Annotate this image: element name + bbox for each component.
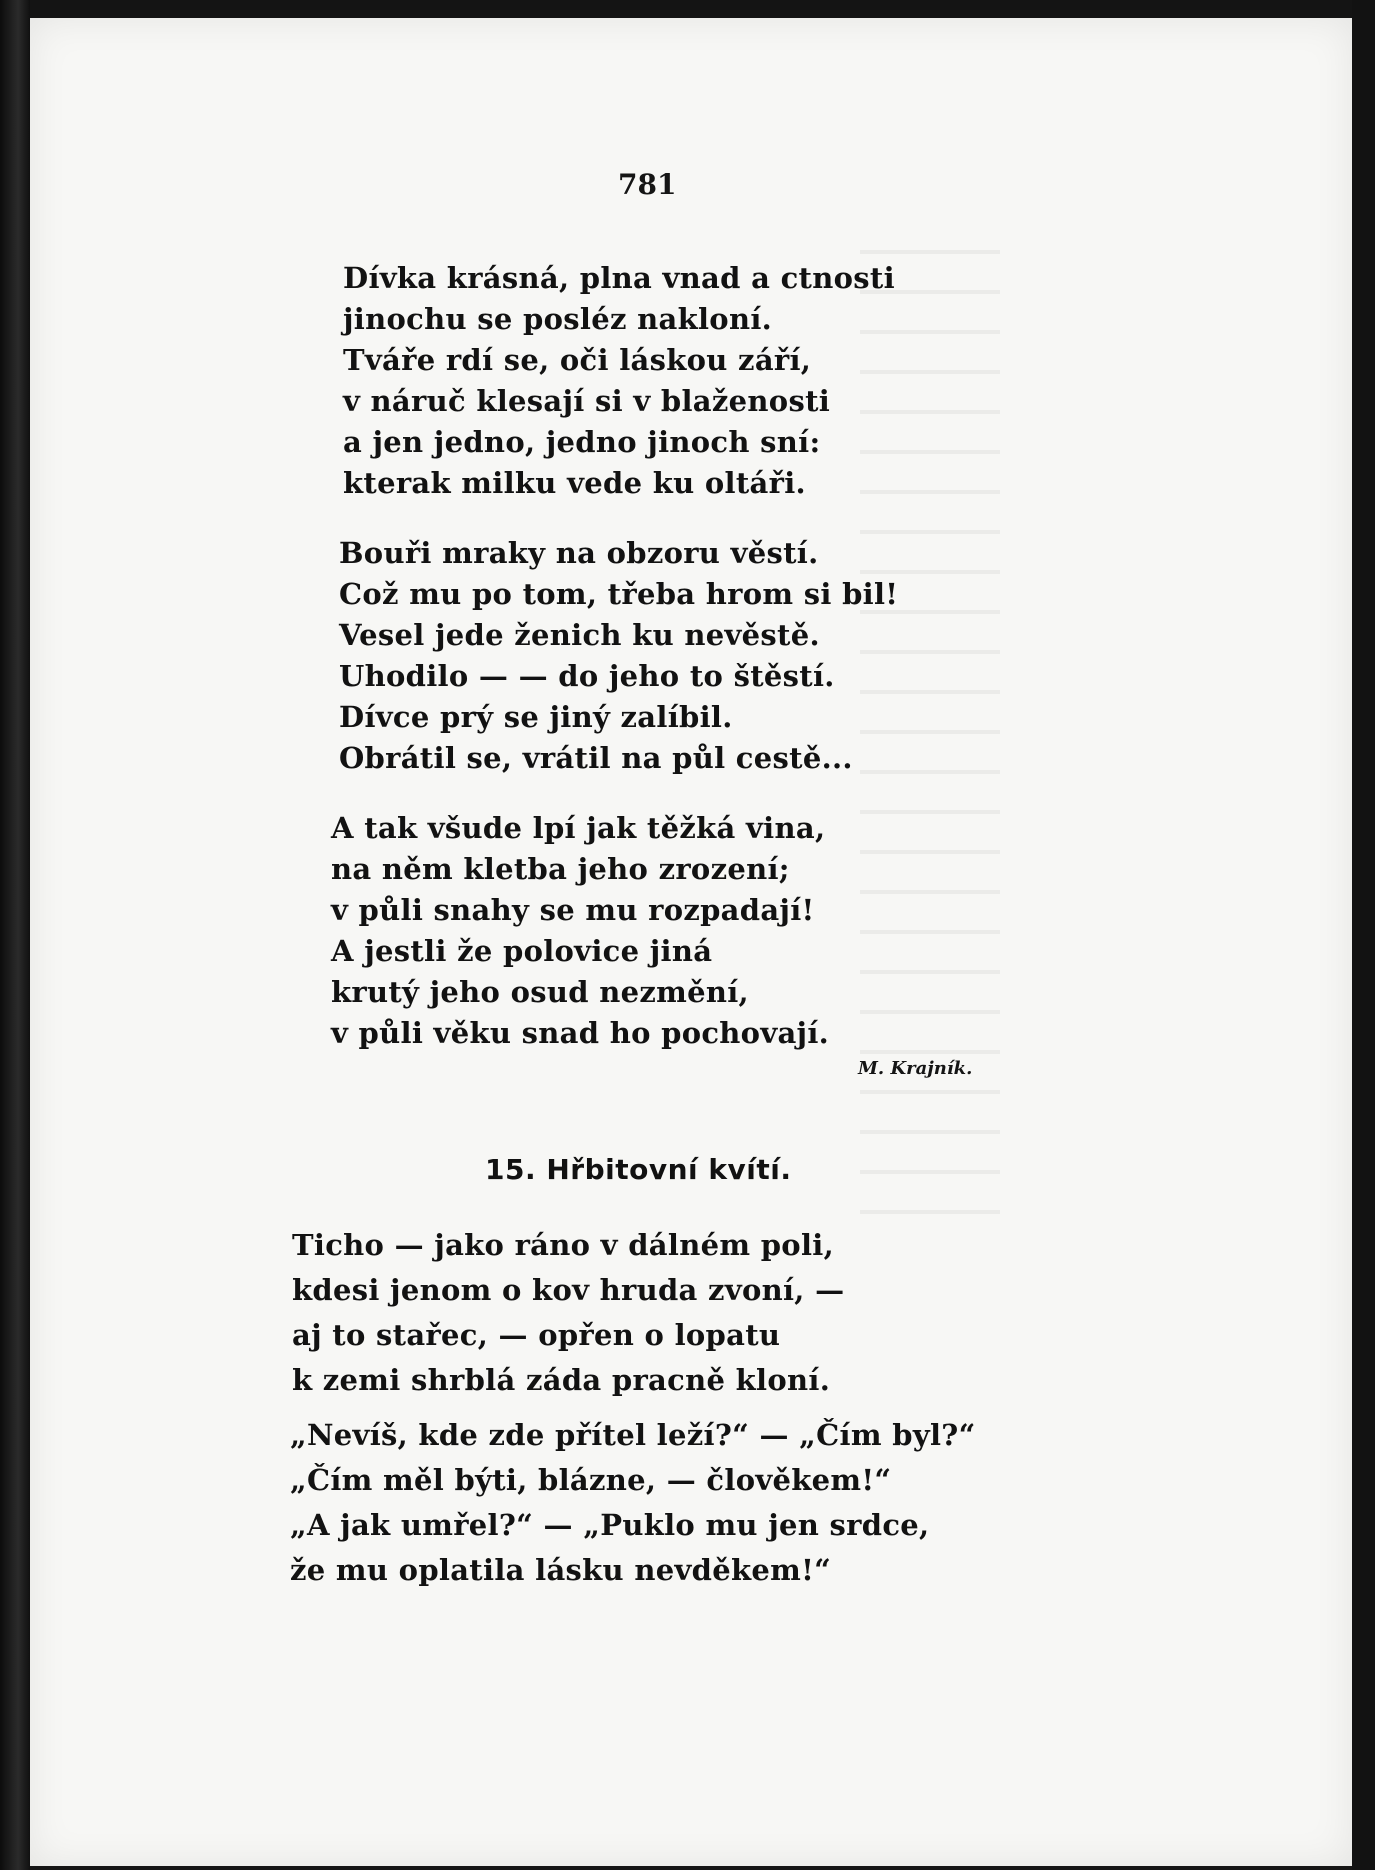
poem-line: „A jak umřel?“ — „Puklo mu jen srdce, <box>290 1508 930 1542</box>
poem-line: kdesi jenom o kov hruda zvoní, — <box>292 1273 845 1307</box>
page-number: 781 <box>618 168 677 201</box>
poem1-stanza2 <box>339 533 898 779</box>
poem-line: A tak všude lpí jak těžká vina, <box>331 811 826 845</box>
poem-line: kterak milku vede ku oltáři. <box>343 466 806 500</box>
poem-line: A jestli že polovice jiná <box>331 934 713 968</box>
poem-line: na něm kletba jeho zrození; <box>331 852 790 886</box>
poem-line: Což mu po tom, třeba hrom si bil! <box>339 577 899 611</box>
poem-line: k zemi shrblá záda pracně kloní. <box>292 1363 831 1397</box>
poem-author: M. Krajník. <box>858 1058 973 1079</box>
poem1-stanza1 <box>343 258 895 504</box>
poem-line: Tváře rdí se, oči láskou září, <box>343 343 812 377</box>
poem-line: v náruč klesají si v blaženosti <box>343 384 831 418</box>
scan-top-edge <box>0 0 1375 18</box>
poem-line: Dívce prý se jiný zalíbil. <box>339 700 733 734</box>
poem-heading: 15. Hřbitovní kvítí. <box>485 1153 792 1186</box>
poem-line: Vesel jede ženich ku nevěstě. <box>339 618 820 652</box>
poem-line: aj to stařec, — opřen o lopatu <box>292 1318 781 1352</box>
poem1-stanza3 <box>331 808 829 1054</box>
poem-line: Dívka krásná, plna vnad a ctnosti <box>343 261 895 295</box>
poem-line: a jen jedno, jedno jinoch sní: <box>343 425 821 459</box>
poem-line: krutý jeho osud nezmění, <box>331 975 749 1009</box>
poem-line: v půli věku snad ho pochovají. <box>331 1016 830 1050</box>
scan-right-edge <box>1352 0 1375 1870</box>
poem-line: jinochu se posléz nakloní. <box>343 302 773 336</box>
poem-line: „Čím měl býti, blázne, — člověkem!“ <box>290 1463 892 1497</box>
poem2-stanza1 <box>292 1223 844 1403</box>
poem-line: Uhodilo — — do jeho to štěstí. <box>339 659 835 693</box>
poem-line: Obrátil se, vrátil na půl cestě... <box>339 741 853 775</box>
book-spine-shadow <box>0 0 30 1870</box>
poem-line: Ticho — jako ráno v dálném poli, <box>292 1228 834 1262</box>
poem-line: že mu oplatila lásku nevděkem!“ <box>290 1553 832 1587</box>
poem-line: „Nevíš, kde zde přítel leží?“ — „Čím byl?“ <box>290 1418 976 1452</box>
poem2-stanza2 <box>290 1413 976 1593</box>
poem-line: v půli snahy se mu rozpadají! <box>331 893 815 927</box>
poem-line: Bouři mraky na obzoru věstí. <box>339 536 819 570</box>
